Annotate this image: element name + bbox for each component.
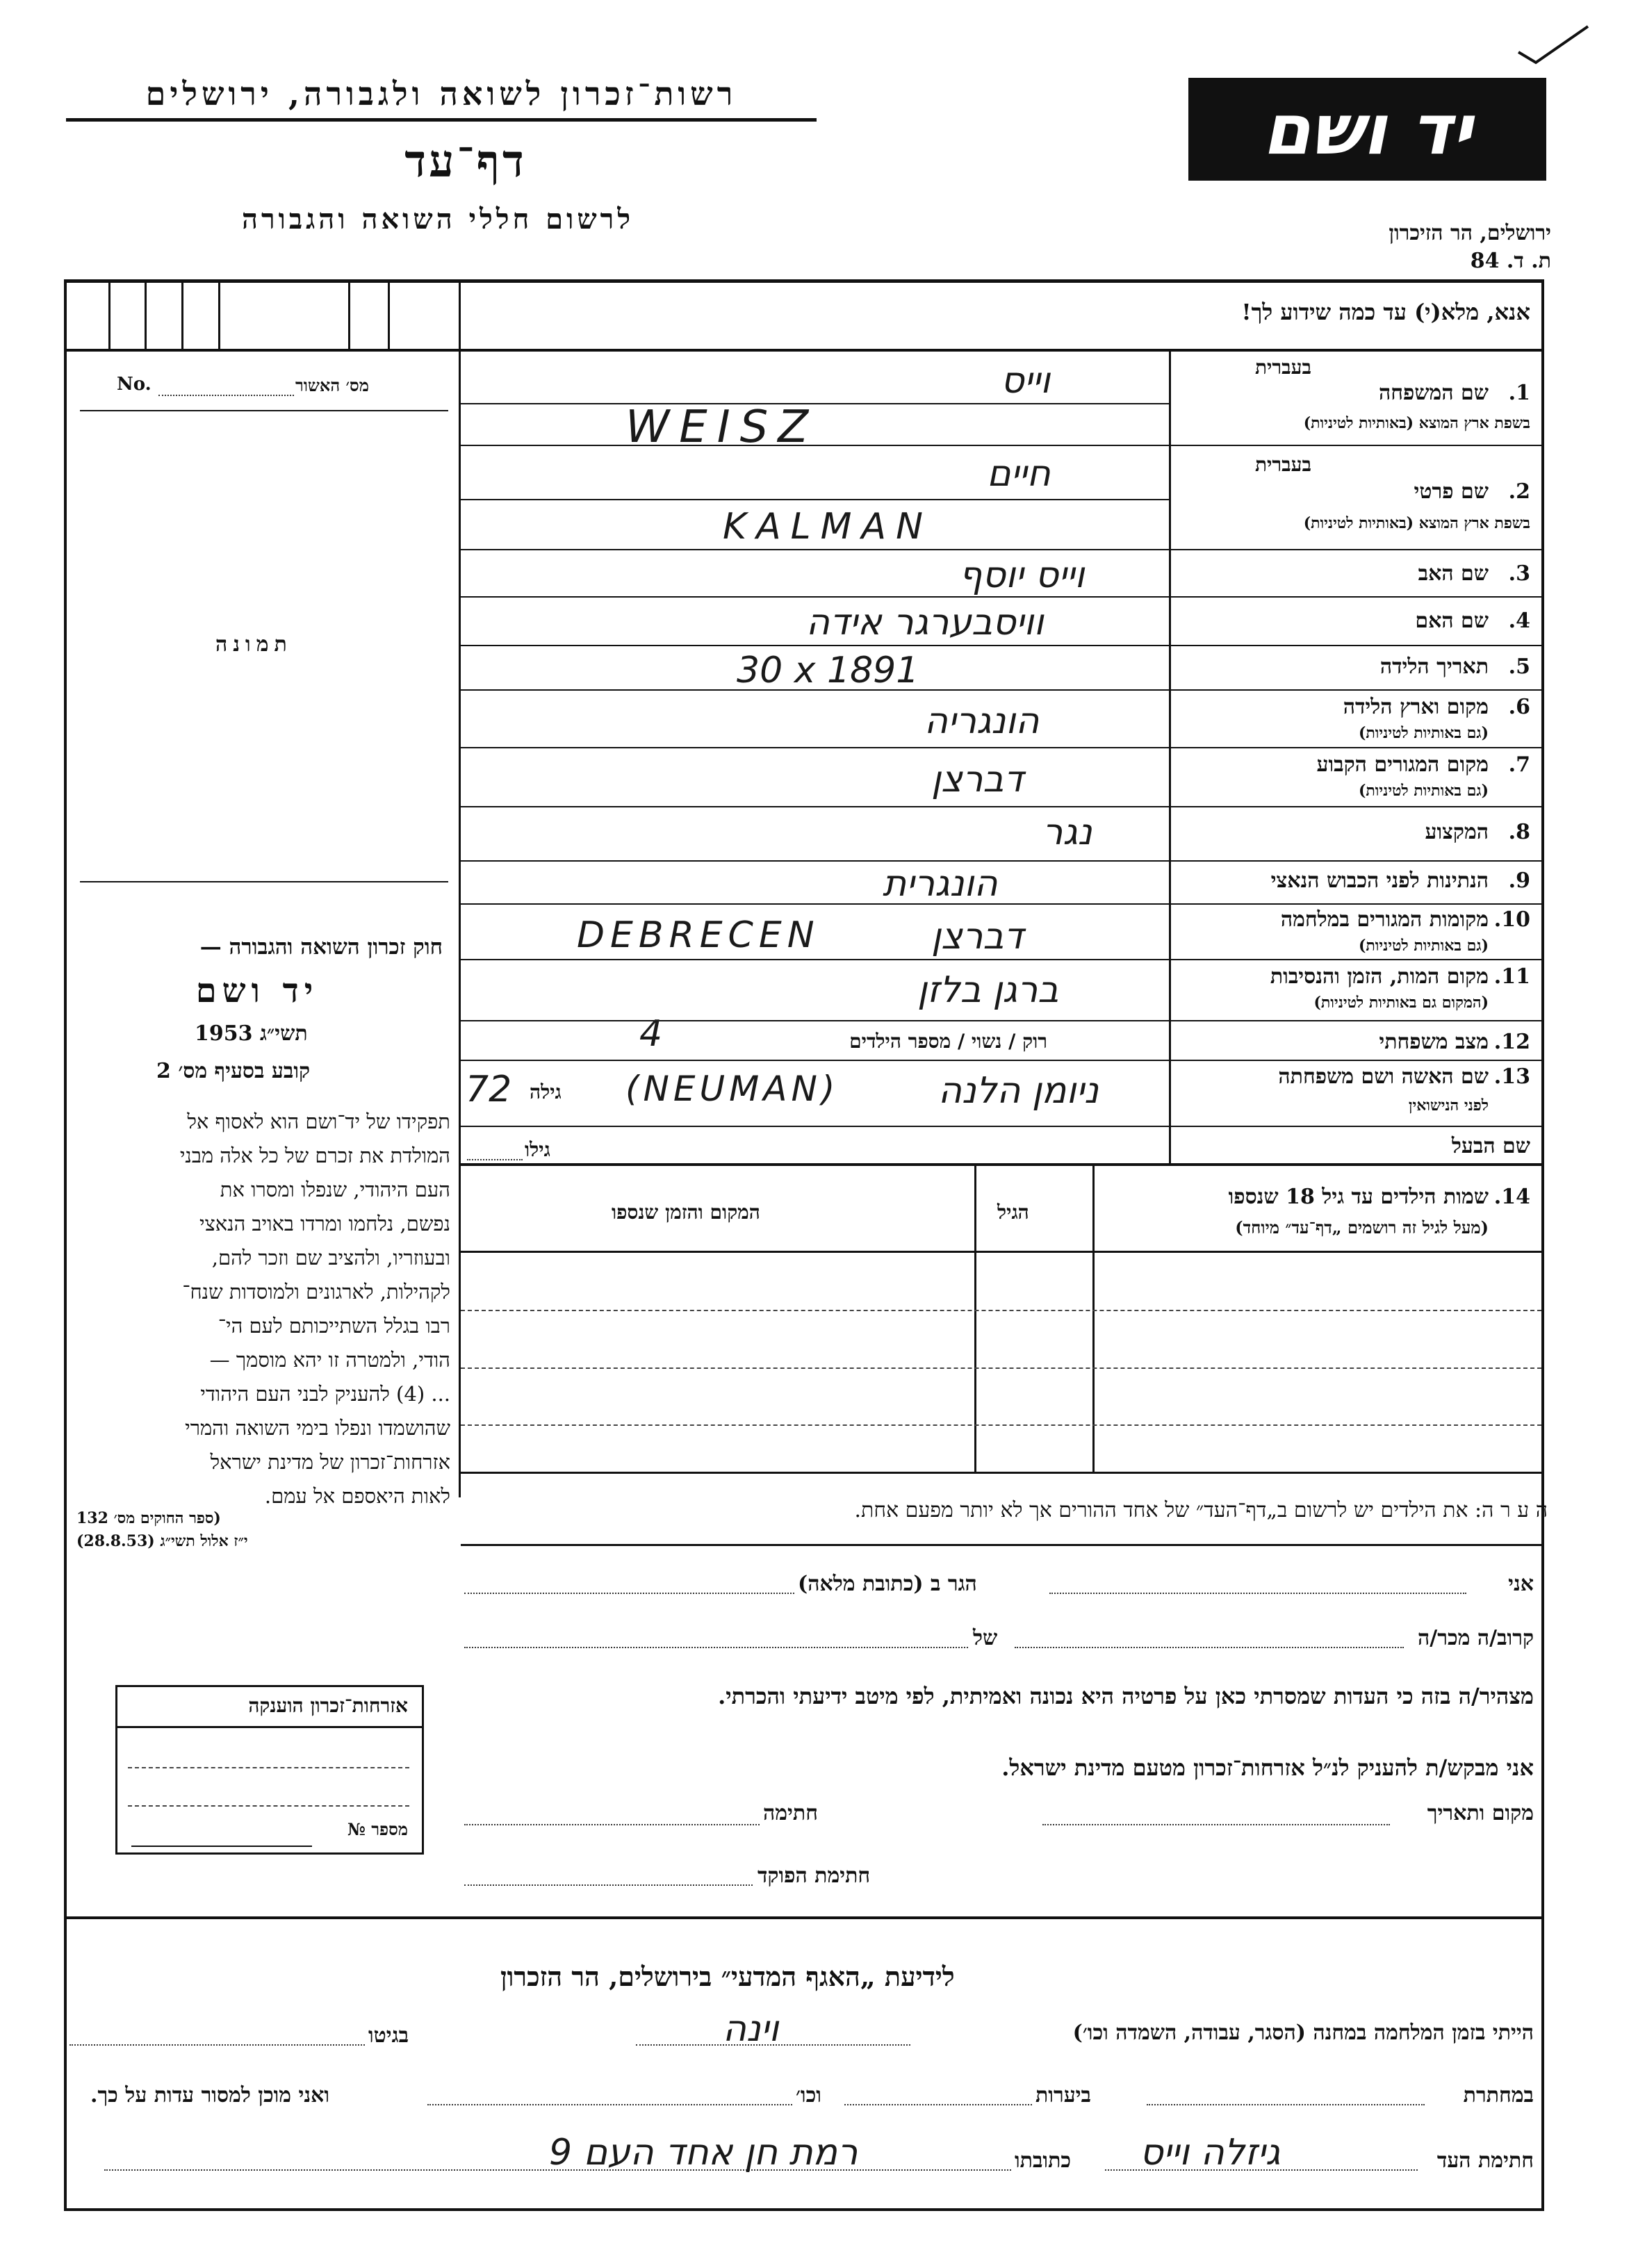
value-sep	[461, 596, 1169, 598]
field-2-value-hebrew[interactable]: חיים	[987, 453, 1051, 495]
field-13-label: שם האשה ושם משפחתה	[1278, 1065, 1489, 1089]
field-7-value[interactable]: דברצן	[931, 759, 1024, 800]
law-line: המולדת את זכרם של כל אלה מבני	[179, 1144, 450, 1167]
address-line-1: ירושלים, הר הזיכרון	[1389, 221, 1551, 245]
field-1-lang: בעברית	[1254, 356, 1311, 379]
research-etc-field[interactable]	[427, 2104, 792, 2105]
frame-bottom	[64, 2208, 1544, 2211]
citizenship-box	[115, 1685, 424, 1855]
row-sep	[1171, 959, 1541, 960]
field-3-num: 3.	[1508, 561, 1530, 586]
law-clause: קובע בסעיף מס׳ 2	[156, 1059, 311, 1083]
law-line: לאות היאספם אל עמם.	[264, 1484, 450, 1508]
research-hiding-field[interactable]	[1147, 2104, 1425, 2105]
field-9-value[interactable]: הונגרית	[883, 863, 998, 905]
row-sep	[1171, 1126, 1541, 1127]
authority-underline	[66, 118, 817, 122]
declaration-place-date-field[interactable]	[1042, 1824, 1390, 1825]
research-etc: וכו׳	[796, 2083, 821, 2107]
field-12-options: רוק / נשוי / מספר הילדים	[849, 1030, 1047, 1053]
research-address-value[interactable]: רמת חן אחד העם 9	[549, 2132, 858, 2174]
field-12-num: 12.	[1493, 1030, 1530, 1054]
field-1-value-hebrew[interactable]: וייס	[1001, 360, 1051, 402]
note-text: ה ע ר ה: את הילדים יש לרשום ב„דף־העד״ של אחד ההורים אך לא יותר מפעם אחת.	[854, 1498, 1548, 1522]
field-1-label: שם המשפחה	[1378, 381, 1489, 405]
children-header-names: שמות הילדים עד גיל 18 שנספו	[1228, 1185, 1489, 1209]
field-12-value[interactable]: 4	[639, 1013, 663, 1055]
declaration-place-date: מקום ותאריך	[1427, 1801, 1534, 1825]
declaration-relative: קרוב/ה מכר/ה	[1418, 1626, 1534, 1650]
row-sep	[1171, 860, 1541, 862]
left-divider-1	[80, 410, 448, 411]
field-13-age-label: גילה	[530, 1080, 562, 1103]
research-camp-value[interactable]: וינה	[723, 2008, 779, 2050]
declaration-residing: הגר ב (כתובת מלאה)	[798, 1572, 977, 1596]
value-sep	[461, 903, 1169, 905]
law-line: רבו בגלל השתייכותם לעם הי־	[218, 1314, 450, 1338]
field-3-label: שם האב	[1418, 561, 1489, 586]
citizenship-box-title: אזרחות־זכרון הוענקה	[248, 1694, 408, 1717]
citizenship-box-line	[128, 1767, 409, 1768]
research-was-in: הייתי בזמן המלחמה במחנה (הסגר, עבודה, השמדה וכו׳)	[1072, 2021, 1534, 2045]
children-table-bottom	[461, 1472, 1541, 1474]
children-header-names-sub: (מעל לגיל זה רושמים „דף־עד״ מיוחד)	[1235, 1217, 1489, 1238]
field-10-value-hebrew[interactable]: דברצן	[931, 916, 1024, 958]
row-sep	[1171, 903, 1541, 905]
field-13-value-hebrew[interactable]: ניומן הלנה	[938, 1070, 1099, 1112]
value-sep	[461, 1163, 1541, 1166]
row-sep	[1171, 806, 1541, 807]
field-5-value[interactable]: 30 x 1891	[737, 650, 919, 691]
children-row-line	[461, 1310, 1541, 1311]
law-year: תשי״ג 1953	[195, 1021, 308, 1046]
declaration-official-field[interactable]	[464, 1884, 753, 1886]
law-line: תפקידו של יד־ושם הוא לאסוף אל	[187, 1110, 450, 1133]
check-mark-icon	[1515, 21, 1591, 69]
field-8-num: 8.	[1508, 820, 1530, 844]
declaration-name-field[interactable]	[1049, 1593, 1466, 1594]
field-10-sub: (גם באותיות לטיניות)	[1358, 937, 1489, 955]
research-forests: ביערות	[1035, 2083, 1092, 2107]
value-sep	[461, 549, 1169, 550]
research-forests-field[interactable]	[844, 2104, 1032, 2105]
husband-age-field	[467, 1159, 523, 1160]
research-hiding: במחתרת	[1463, 2083, 1534, 2107]
law-line: העם היהודי, שנפלו ומסרו את	[220, 1178, 450, 1201]
citizenship-box-number-line	[131, 1846, 312, 1847]
row-sep	[1171, 1060, 1541, 1061]
field-10-value-latin[interactable]: DEBRECEN	[577, 914, 820, 956]
field-6-num: 6.	[1508, 695, 1530, 719]
research-ready: ואני מוכן למסור עדות על כך.	[90, 2083, 330, 2107]
instruction-bottom	[67, 349, 1541, 352]
research-witness-value[interactable]: גיזלה וייס	[1140, 2132, 1281, 2174]
field-8-value[interactable]: נגר	[1042, 812, 1092, 853]
field-11-num: 11.	[1493, 964, 1530, 989]
field-10-label: מקומות המגורים במלחמה	[1280, 907, 1489, 932]
row-sep	[1171, 689, 1541, 691]
value-sep	[461, 860, 1169, 862]
husband-age-label: גילו	[525, 1138, 550, 1161]
field-1-value-latin[interactable]: WEISZ	[625, 402, 819, 453]
children-header-place: המקום והזמן שנספו	[612, 1201, 760, 1224]
divider-left-column	[459, 283, 461, 1497]
declaration-address-field[interactable]	[464, 1593, 794, 1594]
children-row-line	[461, 1367, 1541, 1369]
declaration-statement: מצהיר/ה בזה כי העדות שמסרתי כאן על פרטיה היא נכונה ואמיתית, לפי מיטב ידיעתי והכרתי.	[718, 1683, 1534, 1709]
field-11-value[interactable]: ברגן בלזן	[917, 969, 1059, 1011]
row-sep	[1171, 549, 1541, 550]
law-reference-2: י״ז אלול תשי״ג (28.8.53)	[76, 1532, 248, 1550]
field-11-sub: (המקום גם באותיות לטיניות)	[1313, 994, 1489, 1012]
law-line: לקהילות, לארגונים ולמוסדות שנח־	[182, 1280, 450, 1304]
field-2-label: שם פרטי	[1414, 479, 1489, 504]
note-bottom	[461, 1544, 1541, 1546]
citizenship-box-line	[128, 1805, 409, 1807]
registration-boxes	[67, 283, 459, 349]
law-line: הודי, ולמטרה זו יהא מוסמך —	[209, 1348, 450, 1372]
law-line: שהושמדו ונפלו בימי השואה והמרי	[185, 1416, 450, 1440]
left-divider-2	[80, 881, 448, 882]
law-name: יד ושם	[195, 971, 319, 1010]
photo-label: תמונה	[215, 632, 293, 657]
value-sep	[461, 499, 1169, 500]
children-col-divider-1	[1092, 1166, 1095, 1472]
form-title: דף־עד	[404, 135, 527, 188]
research-ghetto-field[interactable]	[69, 2044, 365, 2046]
field-6-label: מקום וארץ הלידה	[1343, 695, 1489, 719]
value-sep	[461, 1020, 1169, 1021]
field-2-sub: בשפת ארץ המוצא (באותיות לטיניות)	[1303, 514, 1530, 532]
field-1-num: 1.	[1508, 381, 1530, 405]
divider-label-column	[1169, 352, 1171, 1163]
declaration-signature: חתימה	[763, 1801, 818, 1825]
law-line: נפשם, נלחמו ומרדו באויב הנאצי	[199, 1212, 450, 1235]
field-13-age-value[interactable]: 72	[466, 1069, 512, 1110]
value-sep	[461, 1126, 1169, 1127]
yad-vashem-logo	[1188, 78, 1546, 181]
children-row-line	[461, 1424, 1541, 1426]
law-line: ... (4) להעניק לבני העם היהודי	[200, 1382, 450, 1406]
field-9-num: 9.	[1508, 869, 1530, 893]
children-header-bottom	[461, 1251, 1541, 1253]
law-title: חוק זכרון השואה והגבורה —	[199, 935, 443, 960]
declaration-ani: אני	[1508, 1572, 1534, 1596]
registration-number-field	[158, 395, 294, 396]
field-1-sub: בשפת ארץ המוצא (באותיות לטיניות)	[1303, 414, 1530, 432]
field-4-label: שם האם	[1415, 609, 1489, 633]
value-sep	[461, 959, 1169, 960]
field-7-num: 7.	[1508, 753, 1530, 777]
row-sep	[1171, 445, 1541, 446]
citizenship-box-number: מספר №	[347, 1819, 408, 1839]
field-9-label: הנתינות לפני הכבוש הנאצי	[1270, 869, 1489, 893]
field-13-sub: לפני הנישואין	[1408, 1096, 1489, 1115]
field-4-value[interactable]: וויסבערגר אידה	[806, 602, 1044, 643]
registration-number-no: No.	[117, 374, 151, 395]
law-line: אזרחות־זכרון של מדינת ישראל	[210, 1450, 450, 1474]
children-num: 14.	[1493, 1185, 1530, 1209]
authority-name: רשות־זכרון לשואה ולגבורה, ירושלים	[145, 75, 737, 113]
declaration-request: אני מבקש/ת להעניק לנ״ל אזרחות־זכרון מטעם מדינת ישראל.	[1001, 1755, 1534, 1781]
field-12-label: מצב משפחתי	[1379, 1030, 1489, 1054]
row-sep	[1171, 747, 1541, 748]
field-7-sub: (גם באותיות לטיניות)	[1358, 782, 1489, 800]
field-11-label: מקום המות, הזמן והנסיבות	[1270, 964, 1489, 989]
law-reference-1: (ספר החוקים מס׳ 132	[76, 1509, 221, 1527]
row-sep	[1171, 1020, 1541, 1021]
declaration-relation-field[interactable]	[1015, 1647, 1404, 1648]
husband-label: שם הבעל	[1451, 1134, 1530, 1158]
row-sep	[1171, 596, 1541, 598]
law-line: ובעוזריו, ולהציב שם וזכר להם,	[211, 1246, 450, 1269]
research-witness-sig: חתימת העד	[1436, 2148, 1534, 2173]
declaration-of: של	[973, 1626, 998, 1650]
value-sep	[461, 1060, 1169, 1061]
field-5-num: 5.	[1508, 655, 1530, 679]
value-sep	[461, 645, 1169, 646]
field-2-value-latin[interactable]: KALMAN	[723, 506, 933, 548]
form-subtitle: לרשום חללי השואה והגבורה	[241, 203, 634, 236]
children-header-age: הגיל	[997, 1201, 1029, 1224]
research-title: לידיעת „האגף המדעי״ בירושלים, הר הזכרון	[500, 1961, 955, 1992]
instruction-text: אנא, מלא(י) עד כמה שידוע לך!	[1241, 299, 1530, 325]
field-13-value-latin[interactable]: (NEUMAN)	[625, 1069, 840, 1109]
field-13-num: 13.	[1493, 1065, 1530, 1089]
field-10-num: 10.	[1493, 907, 1530, 932]
research-address-label: כתובתו	[1015, 2148, 1072, 2173]
row-sep	[1171, 645, 1541, 646]
value-sep	[461, 806, 1169, 807]
field-2-lang: בעברית	[1254, 453, 1311, 476]
declaration-of-field[interactable]	[464, 1647, 968, 1648]
field-3-value[interactable]: וייס יוסף	[959, 554, 1085, 596]
field-7-label: מקום המגורים הקבוע	[1316, 753, 1489, 777]
value-sep	[461, 747, 1169, 748]
law-text	[75, 1105, 450, 1513]
field-6-value[interactable]: הונגריה	[924, 700, 1040, 742]
declaration-signature-field[interactable]	[464, 1824, 760, 1825]
logo-text: יד ושם	[1262, 88, 1473, 170]
research-ghetto: בגיטו	[368, 2023, 409, 2048]
field-2-num: 2.	[1508, 479, 1530, 504]
frame-left	[64, 279, 67, 2211]
field-4-num: 4.	[1508, 609, 1530, 633]
frame-right	[1541, 279, 1544, 2211]
registration-number-label: מס׳ האשור	[295, 375, 369, 395]
declaration-official-signature: חתימת הפוקד	[757, 1864, 871, 1888]
children-col-divider-2	[974, 1166, 976, 1472]
field-8-label: המקצוע	[1425, 820, 1489, 844]
field-5-label: תאריך הלידה	[1379, 655, 1489, 679]
field-6-sub: (גם באותיות לטיניות)	[1358, 724, 1489, 742]
citizenship-box-divider	[117, 1726, 422, 1728]
research-top	[67, 1916, 1541, 1919]
address-line-2: ת. ד. 84	[1470, 249, 1551, 273]
